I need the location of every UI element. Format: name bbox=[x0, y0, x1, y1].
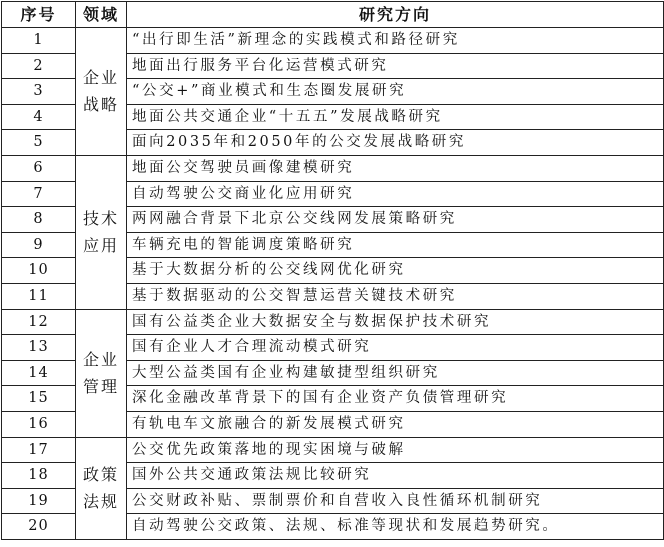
research-topic: 公交优先政策落地的现实困境与破解 bbox=[127, 437, 664, 463]
research-topic: 有轨电车文旅融合的新发展模式研究 bbox=[127, 411, 664, 437]
row-number: 14 bbox=[2, 360, 76, 386]
row-number: 16 bbox=[2, 411, 76, 437]
row-number: 3 bbox=[2, 79, 76, 105]
row-number: 13 bbox=[2, 335, 76, 361]
row-number: 11 bbox=[2, 283, 76, 309]
table-body bbox=[2, 28, 664, 540]
header-row bbox=[2, 2, 664, 28]
row-number: 2 bbox=[2, 53, 76, 79]
table-row bbox=[2, 155, 664, 181]
row-number: 7 bbox=[2, 181, 76, 207]
research-topic: 地面公交驾驶员画像建模研究 bbox=[127, 155, 664, 181]
row-number: 20 bbox=[2, 514, 76, 540]
row-number: 12 bbox=[2, 309, 76, 335]
header-seq: 序号 bbox=[2, 2, 76, 28]
domain-cell: 企业战略 bbox=[76, 28, 127, 156]
header-domain: 领域 bbox=[76, 2, 127, 28]
table-row bbox=[2, 309, 664, 335]
research-topic: 大型公益类国有企业构建敏捷型组织研究 bbox=[127, 360, 664, 386]
research-topic: 基于数据驱动的公交智慧运营关键技术研究 bbox=[127, 283, 664, 309]
research-topic: 国有企业人才合理流动模式研究 bbox=[127, 335, 664, 361]
row-number: 1 bbox=[2, 28, 76, 54]
domain-cell: 技术应用 bbox=[76, 155, 127, 309]
table-row bbox=[2, 28, 664, 54]
research-directions-table bbox=[1, 1, 664, 540]
row-number: 15 bbox=[2, 386, 76, 412]
research-topic: 地面公共交通企业“十五五”发展战略研究 bbox=[127, 104, 664, 130]
research-topic: 公交财政补贴、票制票价和自营收入良性循环机制研究 bbox=[127, 488, 664, 514]
header-topic: 研究方向 bbox=[127, 2, 664, 28]
row-number: 17 bbox=[2, 437, 76, 463]
research-topic: “公交+”商业模式和生态圈发展研究 bbox=[127, 79, 664, 105]
research-topic: 两网融合背景下北京公交线网发展策略研究 bbox=[127, 207, 664, 233]
research-topic: 地面出行服务平台化运营模式研究 bbox=[127, 53, 664, 79]
research-topic: 基于大数据分析的公交线网优化研究 bbox=[127, 258, 664, 284]
research-directions-document bbox=[1, 1, 663, 540]
research-topic: 自动驾驶公交商业化应用研究 bbox=[127, 181, 664, 207]
research-topic: 车辆充电的智能调度策略研究 bbox=[127, 232, 664, 258]
research-topic: 面向2035年和2050年的公交发展战略研究 bbox=[127, 130, 664, 156]
research-topic: 国有公益类企业大数据安全与数据保护技术研究 bbox=[127, 309, 664, 335]
domain-cell: 企业管理 bbox=[76, 309, 127, 437]
row-number: 9 bbox=[2, 232, 76, 258]
row-number: 5 bbox=[2, 130, 76, 156]
row-number: 8 bbox=[2, 207, 76, 233]
domain-cell: 政策法规 bbox=[76, 437, 127, 539]
row-number: 10 bbox=[2, 258, 76, 284]
row-number: 19 bbox=[2, 488, 76, 514]
row-number: 18 bbox=[2, 463, 76, 489]
row-number: 6 bbox=[2, 155, 76, 181]
research-topic: “出行即生活”新理念的实践模式和路径研究 bbox=[127, 28, 664, 54]
row-number: 4 bbox=[2, 104, 76, 130]
research-topic: 深化金融改革背景下的国有企业资产负债管理研究 bbox=[127, 386, 664, 412]
research-topic: 国外公共交通政策法规比较研究 bbox=[127, 463, 664, 489]
table-header bbox=[2, 2, 664, 28]
research-topic: 自动驾驶公交政策、法规、标准等现状和发展趋势研究。 bbox=[127, 514, 664, 540]
table-row bbox=[2, 437, 664, 463]
